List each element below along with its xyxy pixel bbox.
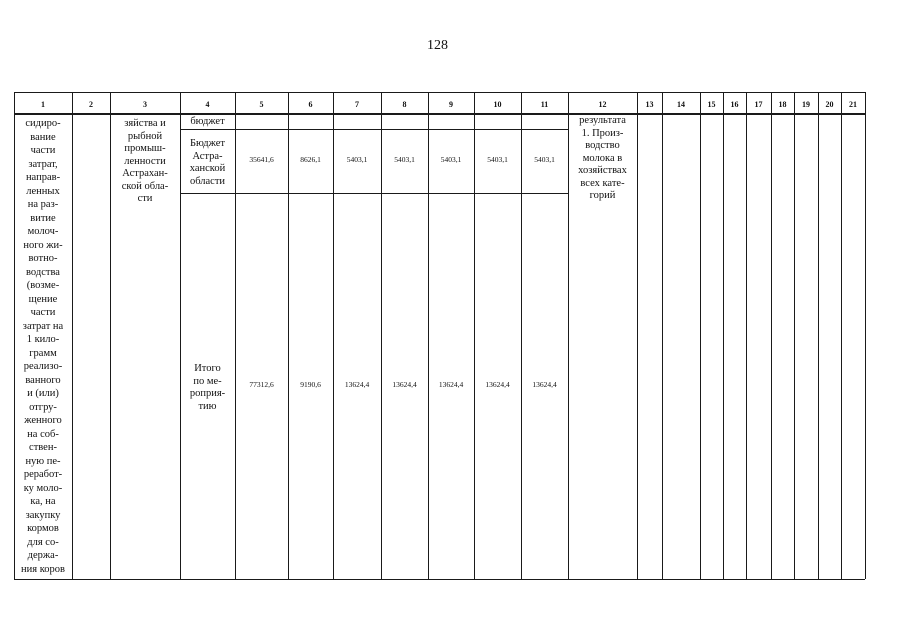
measure-description-line: направ- <box>25 172 61 183</box>
measure-description-line: закупку <box>25 509 61 521</box>
column-header: 10 <box>493 100 502 109</box>
grid-line <box>746 92 747 579</box>
grid-line <box>723 92 724 579</box>
measure-description-line: на раз- <box>27 199 59 210</box>
funding-value: 13624,4 <box>438 380 464 389</box>
indicator-line: водство <box>585 140 620 151</box>
measure-description-line: держа- <box>27 550 59 561</box>
grid-line <box>818 92 819 579</box>
measure-description-line: щение <box>28 293 58 305</box>
measure-description-line: реализо- <box>23 361 63 372</box>
funding-source-line: Итого <box>194 363 221 374</box>
funding-source-line: роприя- <box>189 388 226 399</box>
grid-line <box>474 92 475 579</box>
measure-description-line: сидиро- <box>25 118 61 129</box>
column-header: 19 <box>802 100 810 109</box>
column-header: 5 <box>259 100 264 109</box>
measure-description-line: вание <box>30 131 56 143</box>
grid-line <box>180 129 568 130</box>
column-header: 15 <box>707 100 716 109</box>
measure-description-line: ного жи- <box>23 239 63 251</box>
measure-description-line: затрат, <box>28 158 58 170</box>
funding-value: 13624,4 <box>532 380 557 389</box>
funding-source-line: Бюджет <box>189 138 226 149</box>
measure-description-line: затрат на <box>22 320 64 332</box>
indicator-line: 1. Произ- <box>581 127 624 139</box>
measure-description-line: ствен- <box>29 442 57 453</box>
measure-description-line: ную пе- <box>25 455 61 467</box>
column-header: 6 <box>308 100 313 109</box>
grid-line <box>14 113 865 115</box>
funding-value: 5403,1 <box>346 155 368 164</box>
indicator-line: результата <box>579 115 626 126</box>
page-number: 128 <box>427 38 448 53</box>
measure-description-line: ленных <box>26 185 60 197</box>
executor-line: сти <box>137 193 153 204</box>
column-header: 9 <box>449 100 453 109</box>
funding-value: 5403,1 <box>394 155 415 164</box>
column-header: 16 <box>730 100 739 109</box>
column-header: 11 <box>540 100 549 109</box>
funding-source-line: тию <box>198 400 217 412</box>
funding-source-line: по ме- <box>193 375 222 387</box>
funding-value: 13624,4 <box>485 380 510 389</box>
column-header: 21 <box>849 100 857 109</box>
column-header: 3 <box>143 100 147 109</box>
column-header: 18 <box>778 100 787 109</box>
grid-line <box>700 92 701 579</box>
measure-description-line: водства <box>26 266 60 278</box>
measure-description-line: молоч- <box>27 226 59 237</box>
grid-line <box>288 92 289 579</box>
grid-line <box>841 92 842 579</box>
funding-source-line: Астра- <box>192 150 223 162</box>
measure-description-line: ку моло- <box>23 482 63 494</box>
grid-line <box>771 92 772 579</box>
grid-line <box>428 92 429 579</box>
measure-description-line: 1 кило- <box>26 334 60 345</box>
measure-description-line: вотно- <box>28 253 58 264</box>
funding-value: 5403,1 <box>487 155 508 164</box>
measure-description-line: (возме- <box>26 280 60 291</box>
measure-description-line: части <box>30 307 56 318</box>
executor-line: рыбной <box>127 130 163 142</box>
funding-source-line: области <box>189 175 226 187</box>
executor-line: Астрахан- <box>122 168 168 179</box>
executor-line: ленности <box>124 155 166 167</box>
measure-description-line: реработ- <box>23 469 63 480</box>
column-header: 13 <box>645 100 654 109</box>
grid-line <box>235 92 236 579</box>
funding-value: 8626,1 <box>300 155 321 164</box>
column-header: 4 <box>205 100 210 109</box>
grid-line <box>521 92 522 579</box>
grid-line <box>14 92 865 93</box>
funding-value: 77312,6 <box>249 380 274 389</box>
measure-description-line: женного <box>24 415 62 426</box>
measure-description-line: ванного <box>25 374 61 386</box>
column-header: 8 <box>402 100 407 109</box>
indicator-line: горий <box>589 190 616 201</box>
funding-value: 13624,4 <box>344 380 370 389</box>
funding-value: 5403,1 <box>534 155 555 164</box>
executor-line: ской обла- <box>121 180 169 192</box>
grid-line <box>72 92 73 579</box>
column-header: 14 <box>677 100 685 109</box>
funding-value: 13624,4 <box>392 380 417 389</box>
indicator-line: хозяйствах <box>578 165 627 176</box>
grid-line <box>794 92 795 579</box>
executor-line: промыш- <box>124 143 166 154</box>
grid-line <box>333 92 334 579</box>
grid-line <box>865 92 866 579</box>
grid-line <box>662 92 663 579</box>
column-header: 17 <box>754 100 763 109</box>
funding-value: 9190,6 <box>300 380 321 389</box>
measure-description-line: ка, на <box>30 496 56 507</box>
measure-description-line: кормов <box>27 523 59 534</box>
measure-description-line: витие <box>30 212 56 224</box>
grid-line <box>637 92 638 579</box>
column-header: 2 <box>89 100 93 109</box>
measure-description-line: отгру- <box>29 401 57 413</box>
measure-description-line: части <box>30 145 56 156</box>
funding-source-line: бюджет <box>190 116 225 127</box>
funding-value: 35641,6 <box>249 155 274 164</box>
funding-value: 5403,1 <box>440 155 462 164</box>
grid-line <box>180 193 568 194</box>
column-header: 20 <box>825 100 834 109</box>
measure-description-line: и (или) <box>27 388 59 399</box>
indicator-line: молока в <box>582 152 623 164</box>
column-header: 12 <box>598 100 607 109</box>
grid-line <box>14 579 865 580</box>
measure-description-line: грамм <box>29 347 57 359</box>
measure-description-line: ния коров <box>21 563 65 575</box>
measure-description-line: на соб- <box>27 428 59 440</box>
indicator-line: всех кате- <box>580 177 625 189</box>
funding-source-line: ханской <box>189 163 226 174</box>
measure-description-line: для со- <box>27 536 59 548</box>
column-header: 1 <box>41 100 45 109</box>
column-header: 7 <box>355 100 359 109</box>
grid-line <box>381 92 382 579</box>
executor-line: зяйства и <box>124 118 166 129</box>
